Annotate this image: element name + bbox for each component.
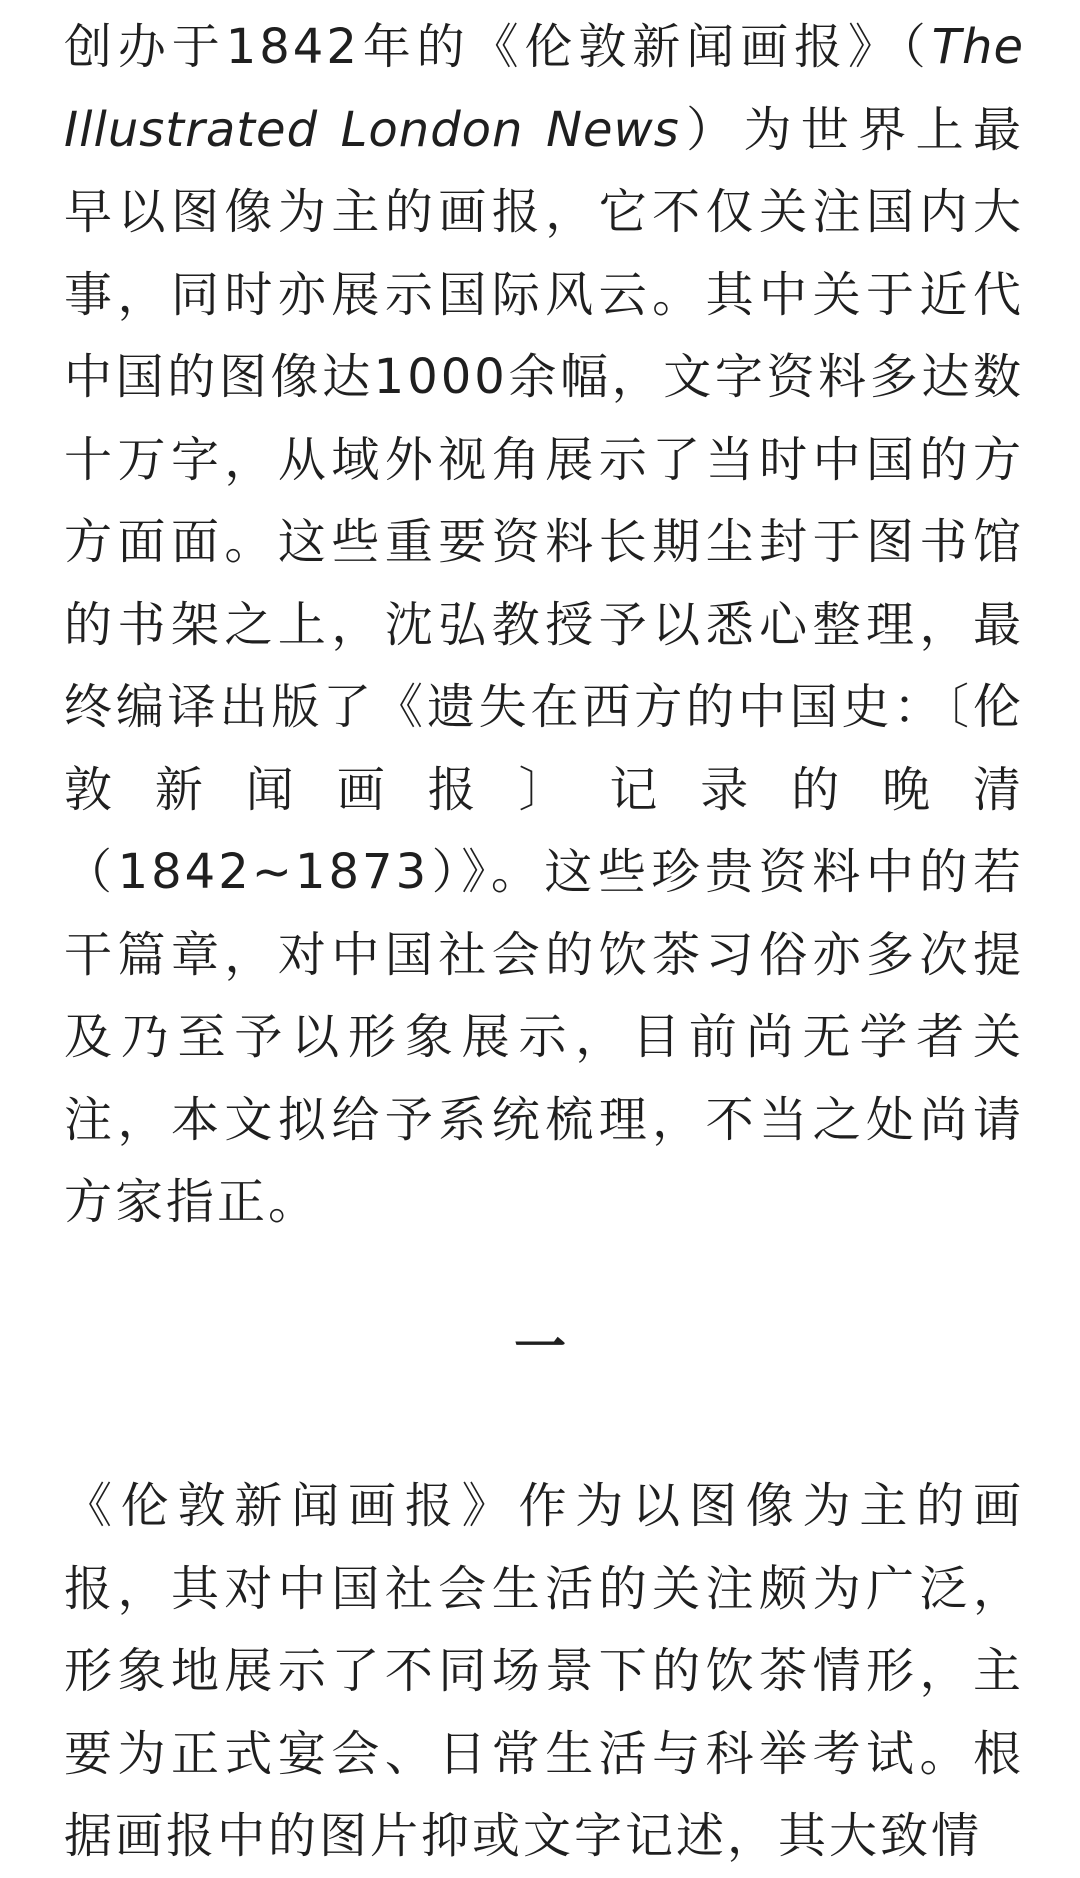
article-body-section-1 — [64, 1465, 1024, 1878]
paragraph-intro — [64, 6, 1024, 1244]
section-heading: 一 — [513, 1318, 566, 1378]
intro-text-rest: ）为世界上最早以图像为主的画报，它不仅关注国内大事，同时亦展示国际风云。其中关于近代中国的图像达1000余幅，文字资料多达数十万字，从域外视角展示了当时中国的方方面面。这些重要资料长期尘封于图书馆的书架之上，沈弘教授予以悉心整理，最终编译出版了《遗失在西方的中国史：〔伦敦新闻画报〕记录的晚清（1842~1873）》。这些珍贵资料中的若干篇章，对中国社会的饮茶习俗亦多次提及乃至予以形象展示，目前尚无学者关注，本文拟给予系统梳理，不当之处尚请方家指正。 — [64, 101, 1024, 1230]
english-publication-title: The Illustrated London News — [64, 19, 1024, 158]
article-body — [64, 6, 1024, 1244]
paragraph-section-1: 《伦敦新闻画报》作为以图像为主的画报，其对中国社会生活的关注颇为广泛，形象地展示了不同场景下的饮茶情形，主要为正式宴会、日常生活与科举考试。根据画报中的图片抑或文字记述，其大致情 — [64, 1478, 1024, 1864]
intro-text-start: 创办于1842年的《伦敦新闻画报》（ — [64, 19, 932, 75]
